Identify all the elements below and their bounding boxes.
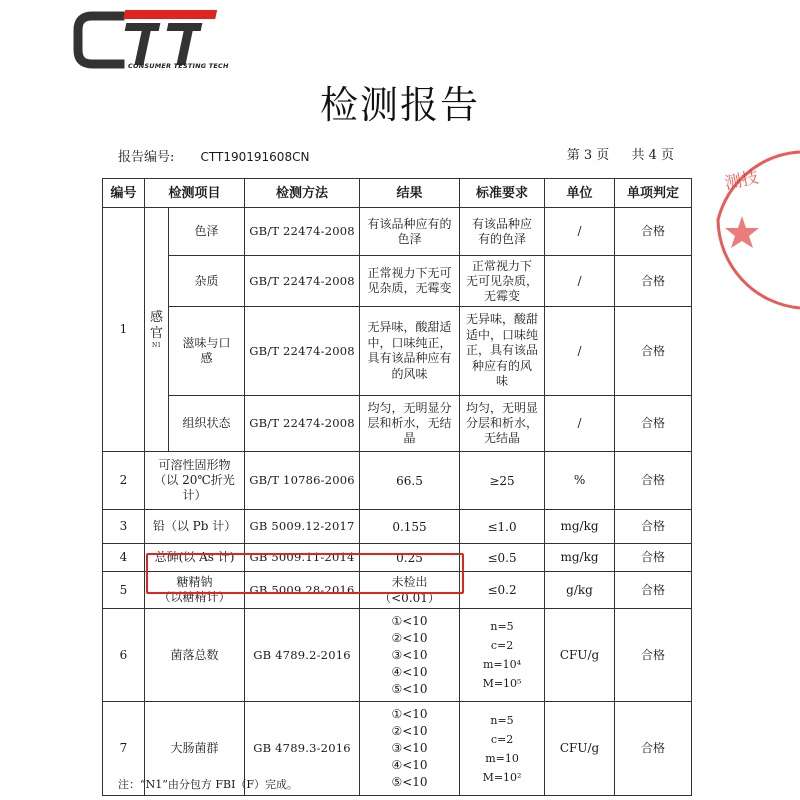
results-table bbox=[102, 178, 692, 796]
header-no: 编号 bbox=[103, 179, 145, 208]
verdict-cell: 合格 bbox=[615, 256, 692, 307]
unit-cell: / bbox=[545, 307, 615, 396]
result-line: 见杂质，无霉变 bbox=[367, 281, 452, 295]
row-no: 2 bbox=[103, 452, 145, 510]
footnote: 注：“N1”由分包方 FBI（F）完成。 bbox=[118, 778, 299, 791]
row-no: 1 bbox=[103, 208, 145, 452]
unit-cell: mg/kg bbox=[545, 544, 615, 572]
result-cell bbox=[360, 208, 460, 256]
result-line: 具有该品种应有 bbox=[367, 351, 452, 365]
item-line: （以糖精计） bbox=[158, 590, 231, 604]
verdict-cell: 合格 bbox=[615, 510, 692, 544]
result-line: 的风味 bbox=[391, 366, 428, 381]
result-line: ⑤<10 bbox=[391, 775, 428, 789]
standard-cell bbox=[460, 256, 545, 307]
unit-cell: g/kg bbox=[545, 572, 615, 609]
header-unit: 单位 bbox=[545, 179, 615, 208]
table-row bbox=[103, 307, 692, 396]
standard-line: M=10² bbox=[482, 770, 522, 784]
standard-line: 均匀，无明显 bbox=[466, 401, 539, 415]
item-cell: 色泽 bbox=[169, 208, 245, 256]
verdict-cell: 合格 bbox=[615, 572, 692, 609]
item-line: 铅（以 Pb 计） bbox=[152, 519, 237, 533]
row-no: 4 bbox=[103, 544, 145, 572]
method-cell: GB 5009.11-2014 bbox=[245, 544, 360, 572]
row-no: 5 bbox=[103, 572, 145, 609]
result-line: 有该品种应有的 bbox=[367, 216, 452, 231]
result-line: 无异味，酸甜适 bbox=[367, 320, 452, 334]
standard-cell bbox=[460, 544, 545, 572]
header-item: 检测项目 bbox=[145, 179, 245, 208]
standard-line: 有该品种应 bbox=[472, 216, 533, 231]
page-total: 共 4 页 bbox=[631, 148, 674, 163]
item-cell bbox=[169, 307, 245, 396]
standard-cell bbox=[460, 452, 545, 510]
red-stamp-fragment bbox=[712, 150, 800, 310]
header-method: 检测方法 bbox=[245, 179, 360, 208]
result-cell bbox=[360, 307, 460, 396]
result-cell bbox=[360, 702, 460, 796]
verdict-cell: 合格 bbox=[615, 544, 692, 572]
sensory-group-sup: N1 bbox=[151, 342, 162, 349]
header-verdict: 单项判定 bbox=[615, 179, 692, 208]
item-line: （以 20℃折光 bbox=[154, 473, 235, 487]
item-cell bbox=[145, 609, 245, 702]
verdict-cell: 合格 bbox=[615, 396, 692, 452]
sensory-group-label: 感官 bbox=[150, 310, 164, 341]
result-line: 66.5 bbox=[396, 473, 423, 488]
standard-cell bbox=[460, 396, 545, 452]
result-line: 晶 bbox=[403, 431, 416, 445]
method-cell: GB/T 22474-2008 bbox=[245, 256, 360, 307]
standard-cell bbox=[460, 510, 545, 544]
table-row bbox=[103, 609, 692, 702]
report-number bbox=[118, 146, 309, 165]
result-line: 0.25 bbox=[396, 550, 423, 565]
result-line: ①<10 bbox=[391, 707, 428, 721]
standard-cell bbox=[460, 208, 545, 256]
standard-line: 正，具有该品 bbox=[466, 343, 539, 358]
item-line: 糖精钠 bbox=[176, 575, 213, 589]
standard-line: ≤0.5 bbox=[487, 550, 517, 565]
standard-line: 分层和析水， bbox=[466, 416, 539, 430]
table-row bbox=[103, 510, 692, 544]
method-cell: GB/T 22474-2008 bbox=[245, 208, 360, 256]
standard-line: 无霉变 bbox=[484, 288, 521, 303]
item-line: 可溶性固形物 bbox=[158, 458, 231, 472]
result-line: ③<10 bbox=[391, 741, 428, 755]
standard-cell bbox=[460, 572, 545, 609]
verdict-cell: 合格 bbox=[615, 452, 692, 510]
page-title: 检测报告 bbox=[319, 83, 480, 127]
method-cell: GB 4789.3-2016 bbox=[245, 702, 360, 796]
standard-line: 味 bbox=[496, 374, 509, 389]
result-cell bbox=[360, 396, 460, 452]
star-icon bbox=[725, 216, 759, 248]
unit-cell: / bbox=[545, 396, 615, 452]
result-line: ④<10 bbox=[391, 664, 428, 679]
result-line: ⑤<10 bbox=[391, 681, 428, 696]
header-standard: 标准要求 bbox=[460, 179, 545, 208]
item-line: 计） bbox=[182, 488, 207, 502]
verdict-cell: 合格 bbox=[615, 208, 692, 256]
standard-line: ≤1.0 bbox=[487, 519, 517, 534]
table-header-row bbox=[103, 179, 692, 208]
method-cell: GB 5009.12-2017 bbox=[245, 510, 360, 544]
standard-line: m=10 bbox=[485, 751, 519, 765]
unit-cell: mg/kg bbox=[545, 510, 615, 544]
standard-line: M=10⁵ bbox=[482, 677, 522, 690]
standard-cell bbox=[460, 609, 545, 702]
highlight-box bbox=[146, 553, 464, 594]
row-no: 3 bbox=[103, 510, 145, 544]
table-row bbox=[103, 256, 692, 307]
result-cell bbox=[360, 510, 460, 544]
row-no: 6 bbox=[103, 609, 145, 702]
result-cell bbox=[360, 256, 460, 307]
page-current: 第 3 页 bbox=[566, 148, 610, 163]
page-indicator bbox=[563, 144, 674, 163]
method-cell: GB/T 10786-2006 bbox=[245, 452, 360, 510]
sensory-group-cell bbox=[145, 208, 169, 452]
result-line: ④<10 bbox=[391, 758, 428, 772]
item-cell bbox=[145, 510, 245, 544]
result-cell bbox=[360, 609, 460, 702]
standard-line: 无结晶 bbox=[484, 431, 521, 445]
unit-cell: / bbox=[545, 256, 615, 307]
stamp-text: 测技 bbox=[723, 167, 761, 195]
standard-line: 无可见杂质， bbox=[466, 273, 539, 288]
standard-line: m=10⁴ bbox=[482, 658, 522, 671]
result-line: ①<10 bbox=[391, 613, 428, 628]
standard-line: n=5 bbox=[490, 620, 514, 633]
unit-cell: / bbox=[545, 208, 615, 256]
standard-line: c=2 bbox=[490, 732, 514, 746]
result-line: 0.155 bbox=[392, 519, 427, 534]
item-line: 总砷(以 As 计) bbox=[154, 550, 235, 564]
item-line: 菌落总数 bbox=[170, 647, 219, 662]
method-cell: GB 4789.2-2016 bbox=[245, 609, 360, 702]
standard-line: ≤0.2 bbox=[487, 583, 517, 597]
item-line: 大肠菌群 bbox=[170, 741, 219, 755]
verdict-cell: 合格 bbox=[615, 702, 692, 796]
row-no: 7 bbox=[103, 702, 145, 796]
standard-line: ≥25 bbox=[489, 473, 515, 488]
result-line: ②<10 bbox=[391, 630, 428, 645]
result-cell bbox=[360, 452, 460, 510]
unit-cell: % bbox=[545, 452, 615, 510]
result-line: ②<10 bbox=[391, 724, 428, 738]
item-text: 滋味与口感 bbox=[182, 336, 231, 365]
standard-line: 正常视力下 bbox=[472, 258, 533, 273]
method-cell: GB/T 22474-2008 bbox=[245, 307, 360, 396]
verdict-cell: 合格 bbox=[615, 307, 692, 396]
item-cell: 组织状态 bbox=[169, 396, 245, 452]
standard-line: n=5 bbox=[490, 713, 514, 727]
method-cell: GB/T 22474-2008 bbox=[245, 396, 360, 452]
verdict-cell: 合格 bbox=[615, 609, 692, 702]
logo-tagline: CONSUMER TESTING TECH bbox=[128, 62, 229, 70]
item-cell bbox=[145, 452, 245, 510]
unit-cell: CFU/g bbox=[545, 609, 615, 702]
item-cell: 杂质 bbox=[169, 256, 245, 307]
standard-cell bbox=[460, 307, 545, 396]
standard-line: 有的色泽 bbox=[478, 231, 527, 246]
header-result: 结果 bbox=[360, 179, 460, 208]
method-cell: GB 5009.28-2016 bbox=[245, 572, 360, 609]
report-number-value: CTT190191608CN bbox=[200, 150, 310, 164]
standard-line: 适中，口味纯 bbox=[466, 327, 539, 342]
result-line: 未检出 bbox=[391, 575, 428, 589]
result-line: 中，口味纯正， bbox=[367, 335, 452, 350]
result-line: ③<10 bbox=[391, 647, 428, 662]
result-line: 色泽 bbox=[397, 231, 422, 246]
standard-line: 种应有的风 bbox=[472, 358, 533, 373]
table-row bbox=[103, 452, 692, 510]
report-number-label: 报告编号: bbox=[118, 150, 175, 165]
result-line: 正常视力下无可 bbox=[367, 266, 452, 280]
table-row bbox=[103, 396, 692, 452]
result-line: （<0.01） bbox=[379, 591, 440, 605]
unit-cell: CFU/g bbox=[545, 702, 615, 796]
standard-cell bbox=[460, 702, 545, 796]
standard-line: c=2 bbox=[490, 639, 514, 652]
result-line: 均匀，无明显分 bbox=[367, 401, 452, 415]
result-line: 层和析水，无结 bbox=[367, 416, 452, 430]
standard-line: 无异味，酸甜 bbox=[466, 312, 539, 327]
table-row bbox=[103, 208, 692, 256]
